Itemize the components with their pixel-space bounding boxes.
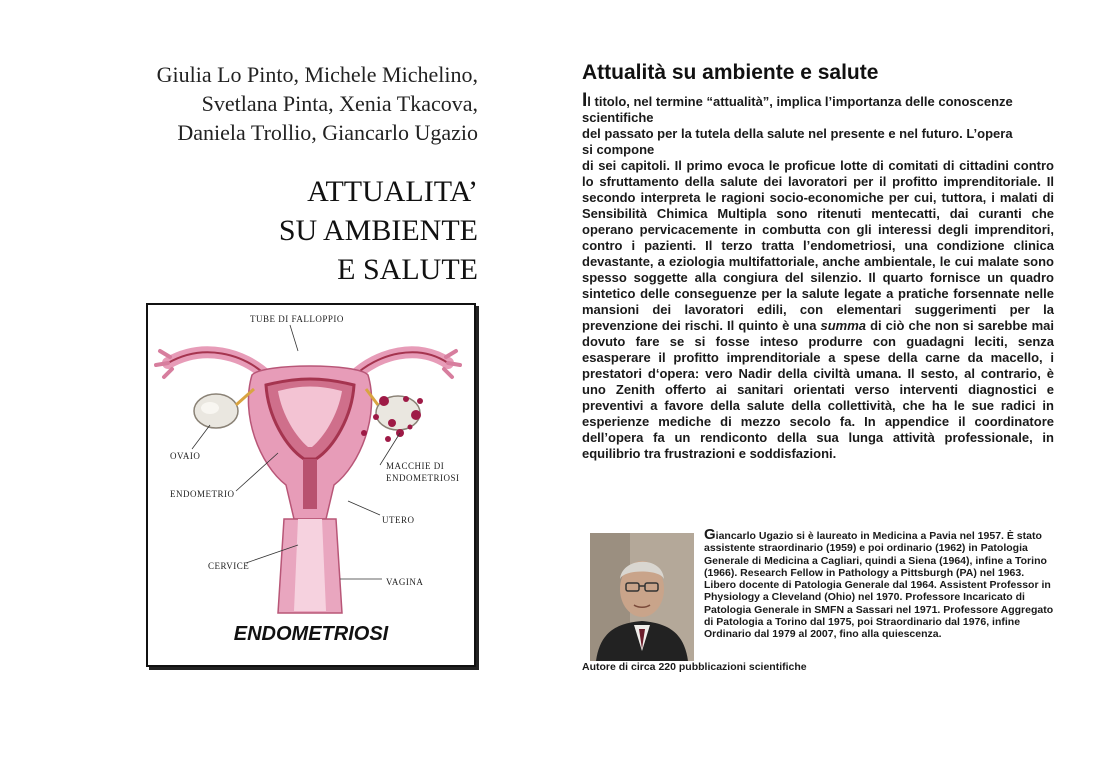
author-line: Svetlana Pinta, Xenia Tkacova, [201,91,478,116]
description-line: si compone [582,142,655,157]
italic-word: summa [820,318,867,333]
label-spots-2: ENDOMETRIOSI [386,473,460,483]
label-spots-1: MACCHIE DI [386,461,445,471]
description-line: scientifiche [582,110,654,125]
author-bio [704,526,1054,641]
uterus-diagram [148,305,474,665]
bio-drop-cap: G [704,526,716,543]
title-line: ATTUALITA’ [307,175,478,208]
drop-cap: I [582,90,588,111]
title-line: E SALUTE [337,253,478,286]
label-ovary: OVAIO [170,451,201,461]
cervix [303,459,317,509]
author-line: Daniela Trollio, Giancarlo Ugazio [177,120,478,145]
section-heading: Attualità su ambiente e salute [582,61,879,84]
description-line: del passato per la tutela della salute nel presente e nel futuro. L’opera [582,126,1013,141]
publications-note: Autore di circa 220 pubblicazioni scientifiche [582,661,807,673]
book-description [582,90,1054,462]
label-uterus: UTERO [382,515,415,525]
book-title [279,172,478,289]
label-endometrium: ENDOMETRIO [170,489,235,499]
description-paragraph: di sei capitoli. Il primo evoca le proficue lotte di comitati di cittadini contro lo sfruttamento della salute dei lavoratori per il profitto imprenditoriale. Il secondo interpreta le ragioni socio-economiche per cui, tuttora, i malati di Sensibilità Chimica Multipla sono ritenuti mentecatti, dai curanti che operano pervicacemente in combutta con gli interessi degli imprenditori, contro i pazienti. Il terzo tratta l’endometriosi, una condizione clinica devastante, a eziologia multifattoriale, anche ambientale, le cui malate sono spesso soggette alla congiura del silenzio. Il quarto fornisce un quadro sintetico delle conseguenze per la salute legate a pratiche forsennate nelle mansioni dei lavoratori edili, con elementari suggerimenti per la prevenzione dei rischi. Il quinto è una summa di ciò che non si sarebbe mai dovuto fare se si fosse inteso produrre con guadagni leciti, senza esasperare il profitto imprenditoriale a spese della carne da macello, i prestatori d‘opera: vero Nadir della civiltà umana. Il sesto, al contrario, è uno Zenith offerto ai sanitari orientati verso interventi diagnostici e preventivi a favore della salute della collettività, che ha le sue radici in esperienze mediche di mezzo secolo fa. In appendice il coordinatore dell’opera fa un rendiconto della sua lunga attività professionale, in equilibrio tra frustrazioni e soddisfazioni. [582,158,1054,461]
portrait-image [590,533,694,661]
bio-text: iancarlo Ugazio si è laureato in Medicina a Pavia nel 1957. È stato assistente straordinario (1959) e poi ordinario (1962) in Patologia Generale di Medicina a Cagliari, quindi a Siena (1964), infine a Torino (1966). Research Fellow in Pathology a Pittsburgh (PA) nel 1963. Libero docente di Patologia Generale dal 1964. Assistent Professor in Physiology a Cleveland (Ohio) nel 1970. Professore Incaricato di Patologia Generale in SMFN a Sassari nel 1971. Professore Aggregato di Patologia a Torino dal 1975, poi Straordinario dal 1976, infine Ordinario dal 1979 al 2007, fino alla quiescenza. [704,530,1054,641]
authors [157,60,478,147]
author-photo [590,533,694,661]
description-line: Il titolo, nel termine “attualità”, implica l’importanza delle conoscenze [582,90,1013,111]
title-line: SU AMBIENTE [278,214,478,247]
figure-caption: ENDOMETRIOSI [233,623,389,645]
label-vagina: VAGINA [386,577,424,587]
label-cervix: CERVICE [208,561,250,571]
uterus-illustration [146,303,476,667]
label-fallopian-tube: TUBE DI FALLOPPIO [250,314,344,324]
author-line: Giulia Lo Pinto, Michele Michelino, [156,62,478,87]
